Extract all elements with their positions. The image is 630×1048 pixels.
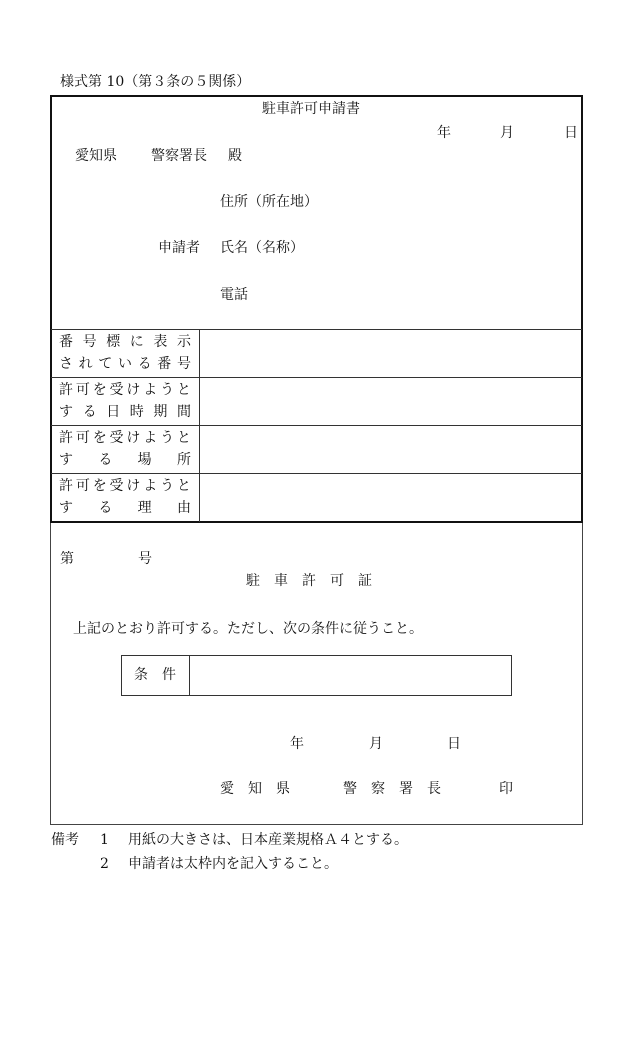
applicant-label: 申請者 <box>158 240 200 256</box>
row-label-line: 許 可 を 受 け よ う と <box>59 478 191 494</box>
date-year-label: 年 <box>437 125 451 141</box>
permit-number-prefix: 第 <box>60 551 74 567</box>
condition-field[interactable] <box>191 657 510 694</box>
table-row-divider <box>51 473 582 474</box>
phone-label: 電話 <box>220 287 248 303</box>
address-label: 住所（所在地） <box>220 194 318 210</box>
location-field[interactable] <box>202 428 580 471</box>
row-label-line: す る 場 所 <box>59 452 191 468</box>
note-text: 用紙の大きさは、日本産業規格Ａ４とする。 <box>128 832 408 848</box>
vehicle-number-field[interactable] <box>202 332 580 375</box>
row-label-line: す る 日 時 期 間 <box>59 404 191 420</box>
permit-statement: 上記のとおり許可する。ただし、次の条件に従うこと。 <box>73 621 423 637</box>
permit-date-year: 年 <box>290 736 304 752</box>
table-row-divider <box>51 425 582 426</box>
date-month-label: 月 <box>500 125 514 141</box>
row-label-line: 許 可 を 受 け よ う と <box>59 430 191 446</box>
table-top-line <box>51 329 582 330</box>
addressee-honorific: 殿 <box>228 148 242 164</box>
datetime-period-field[interactable] <box>202 380 580 423</box>
issuer-seal: 印 <box>499 781 513 797</box>
permit-date-month: 月 <box>369 736 383 752</box>
row-label-line: す る 理 由 <box>59 500 191 516</box>
row-label-line: 番 号 標 に 表 示 <box>59 334 191 350</box>
note-text: 申請者は太枠内を記入すること。 <box>128 856 338 872</box>
addressee-police-chief: 警察署長 <box>151 148 207 164</box>
table-row-divider <box>51 377 582 378</box>
row-label-line: さ れ て い る 番 号 <box>59 356 191 372</box>
issuer-police-chief: 警 察 署 長 <box>343 781 441 797</box>
date-day-label: 日 <box>564 125 578 141</box>
note-number: 1 <box>100 832 109 848</box>
permit-date-day: 日 <box>447 736 461 752</box>
condition-divider <box>189 656 190 695</box>
note-number: 2 <box>100 856 109 872</box>
notes-label: 備考 <box>51 832 79 848</box>
addressee-prefecture: 愛知県 <box>75 148 117 164</box>
condition-label: 条 件 <box>134 667 176 683</box>
application-title: 駐車許可申請書 <box>262 101 360 117</box>
name-label: 氏名（名称） <box>220 240 304 256</box>
reason-field[interactable] <box>202 476 580 520</box>
form-number: 様式第 10（第３条の５関係） <box>60 74 251 90</box>
row-label-line: 許 可 を 受 け よ う と <box>59 382 191 398</box>
permit-title: 駐 車 許 可 証 <box>246 573 372 589</box>
permit-number-suffix: 号 <box>138 551 152 567</box>
issuer-prefecture: 愛 知 県 <box>220 781 290 797</box>
table-column-divider <box>199 329 200 522</box>
